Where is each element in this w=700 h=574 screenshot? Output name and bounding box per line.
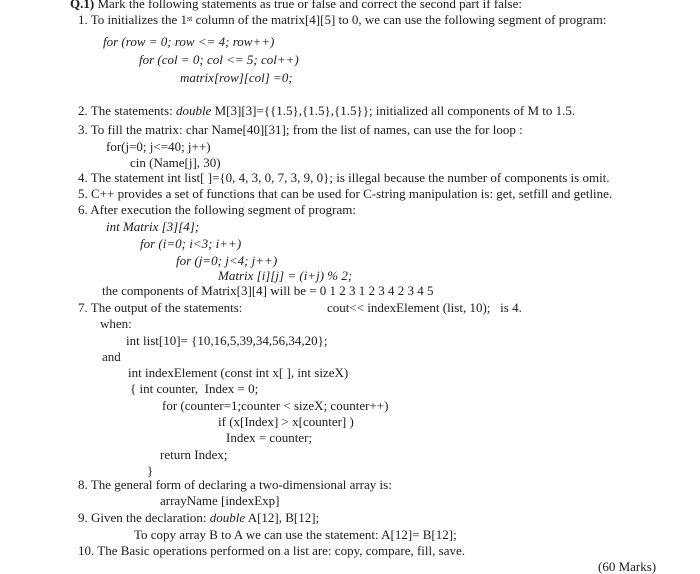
- code-line: for (col = 0; col <= 5; col++): [139, 52, 299, 67]
- statement-text: The statements:: [90, 103, 176, 118]
- code-line: int list[10]= {10,16,5,39,34,56,34,20};: [126, 333, 328, 348]
- code-line: int indexElement (const int x[ ], int sizeX): [128, 365, 349, 380]
- statement-number: 4.: [78, 170, 88, 185]
- code-line: for (counter=1;counter < sizeX; counter++): [162, 398, 389, 413]
- statement-number: 5.: [78, 186, 88, 201]
- statement-7-code: cout<< indexElement (list, 10); is 4.: [327, 300, 522, 315]
- statement-7: [78, 300, 242, 315]
- code-line: for (row = 0; row <= 4; row++): [103, 34, 275, 49]
- statement-8-form: arrayName [indexExp]: [160, 493, 280, 508]
- statement-5: [78, 186, 612, 201]
- code-line: }: [147, 463, 154, 478]
- statement-6: [78, 202, 356, 217]
- marks-label: (60 Marks): [598, 559, 657, 574]
- statement-text: After execution the following segment of program:: [90, 202, 356, 217]
- statement-text: To fill the matrix: char Name[40][31]; from the list of names, can use the for loop :: [90, 122, 523, 137]
- keyword-text: double: [175, 103, 212, 118]
- statement-text: Given the declaration:: [91, 510, 210, 525]
- code-line: Matrix [i][j] = (i+j) % 2;: [218, 268, 353, 283]
- statement-2: [78, 103, 575, 118]
- statement-6-result: the components of Matrix[3][4] will be = 0 1 2 3 1 2 3 4 2 3 4 5: [102, 283, 434, 298]
- statement-7-when: when:: [100, 316, 132, 331]
- statement-10: [78, 543, 465, 558]
- statement-8: [78, 477, 392, 492]
- code-line: matrix[row][col] =0;: [180, 70, 293, 85]
- statement-1: [78, 12, 606, 27]
- code-line: { int counter, Index = 0;: [130, 381, 259, 396]
- statement-text: The general form of declaring a two-dimensional array is:: [90, 477, 392, 492]
- statement-number: 6.: [78, 202, 88, 217]
- statement-text: The output of the statements:: [90, 300, 243, 315]
- statement-number: 8.: [78, 477, 88, 492]
- keyword-text: double: [209, 510, 246, 525]
- code-line: return Index;: [160, 447, 228, 462]
- code-line: for (i=0; i<3; i++): [140, 236, 242, 251]
- code-line: int Matrix [3][4];: [106, 219, 200, 234]
- question-label: Q.1): [70, 0, 95, 11]
- statement-number: 1.: [78, 12, 88, 27]
- statement-number: 9.: [78, 510, 88, 525]
- statement-7-and: and: [102, 349, 121, 364]
- code-line: Index = counter;: [226, 430, 313, 445]
- statement-number: 2.: [78, 103, 88, 118]
- question-instruction: Mark the following statements as true or false and correct the second part if false:: [97, 0, 522, 11]
- code-line: for(j=0; j<=40; j++): [106, 139, 211, 154]
- statement-text: M[3][3]={{1.5},{1.5},{1.5}}; initialized all components of M to 1.5.: [211, 103, 576, 118]
- statement-3: [78, 122, 523, 137]
- code-line: for (j=0; j<4; j++): [176, 253, 278, 268]
- ordinal-suffix: st: [186, 14, 193, 23]
- statement-text: The Basic operations performed on a list are: copy, compare, fill, save.: [97, 543, 465, 558]
- code-line: cin (Name[j], 30): [130, 155, 221, 170]
- statement-text: column of the matrix[4][5] to 0, we can use the following segment of program:: [192, 12, 607, 27]
- statement-text: C++ provides a set of functions that can be used for C-string manipulation is: get, setfill and getline.: [91, 186, 613, 201]
- statement-number: 3.: [78, 122, 88, 137]
- statement-number: 10.: [78, 543, 95, 558]
- code-line: if (x[Index] > x[counter] ): [218, 414, 354, 429]
- statement-4: [78, 170, 610, 185]
- statement-text: A[12], B[12];: [245, 510, 320, 525]
- statement-text: The statement int list[ ]={0, 4, 3, 0, 7, 3, 9, 0}; is illegal because the number of components is omit.: [90, 170, 610, 185]
- statement-text: To initializes the 1: [90, 12, 187, 27]
- statement-number: 7.: [78, 300, 88, 315]
- question-header: [70, 0, 522, 11]
- statement-9-line2: To copy array B to A we can use the statement: A[12]= B[12];: [134, 527, 457, 542]
- statement-9: [78, 510, 319, 525]
